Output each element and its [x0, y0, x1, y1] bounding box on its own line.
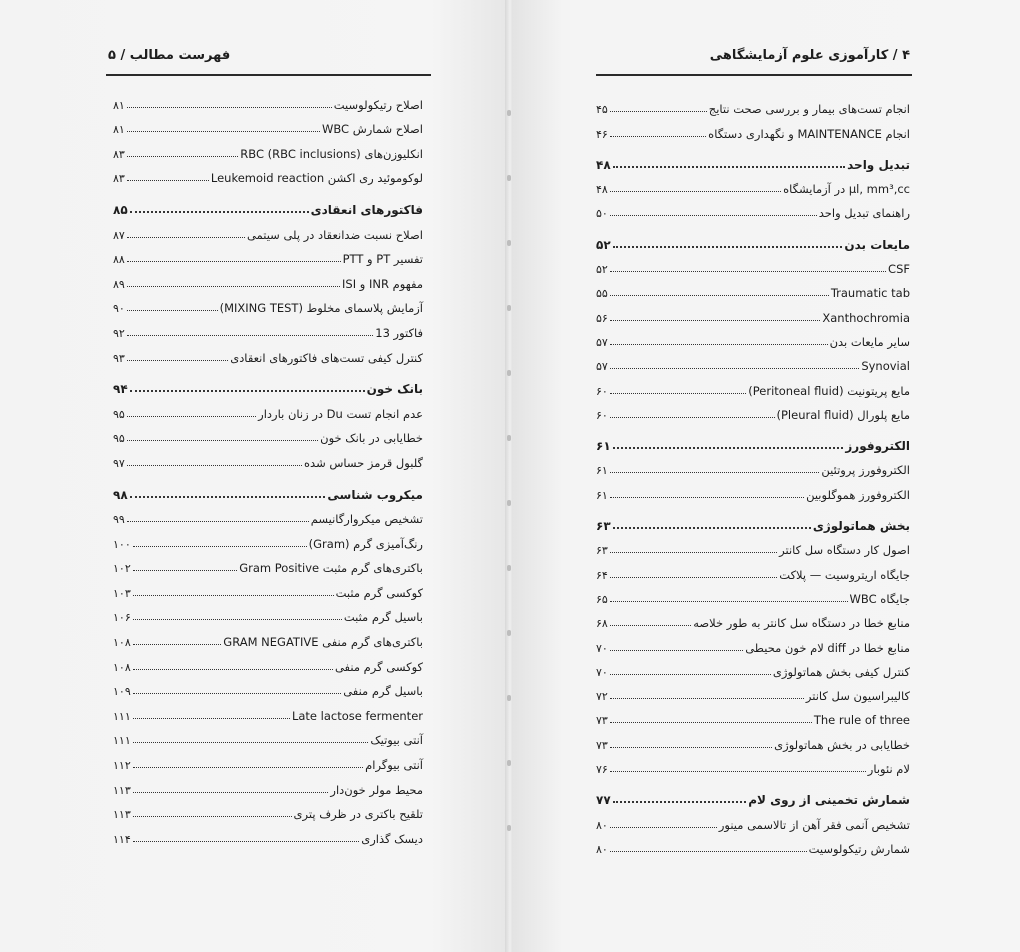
toc-entry: ۱۱۴ دیسک گذاری: [113, 831, 423, 846]
toc-entry: ۵۶ Xanthochromia: [596, 310, 910, 325]
binding-hole: [507, 240, 511, 246]
binding-hole: [507, 565, 511, 571]
right-page-header: ۴ / کارآموزی علوم آزمایشگاهی: [709, 48, 910, 63]
toc-entry: ۱۰۰ رنگ‌آمیزی گرم (Gram): [113, 536, 423, 551]
binding-hole: [507, 695, 511, 701]
toc-entry: ۱۰۹ باسیل گرم منفی: [113, 684, 423, 699]
toc-entry: ۶۸ منابع خطا در دستگاه سل کانتر به طور خلاصه: [596, 616, 910, 631]
toc-entry: ۱۰۸ کوکسی گرم منفی: [113, 659, 423, 674]
toc-entry: ۱۰۳ کوکسی گرم مثبت: [113, 585, 423, 600]
toc-entry: ۸۱ اصلاح رتیکولوسیت: [113, 97, 423, 112]
toc-entry: ۶۰ مایع پریتونیت (Peritoneal fluid): [596, 383, 910, 398]
binding-hole: [507, 630, 511, 636]
binding-hole: [507, 110, 511, 116]
toc-entry: ۱۱۳ محیط مولر خون‌دار: [113, 782, 423, 797]
toc-entry: ۶۰ مایع پلورال (Pleural fluid): [596, 407, 910, 422]
toc-entry: ۴۶ انجام MAINTENANCE و نگهداری دستگاه: [596, 126, 910, 141]
toc-entry: ۶۱ الکتروفورز پروتئین: [596, 463, 910, 478]
toc-entry: ۷۶ لام نئوبار: [596, 762, 910, 777]
binding-hole: [507, 500, 511, 506]
toc-entry: ۹۵ عدم انجام تست Du در زنان باردار: [113, 406, 423, 421]
left-page-header: فهرست مطالب / ۵: [108, 48, 231, 63]
toc-entry: ۸۸ تفسیر PT و PTT: [113, 252, 423, 267]
binding-hole: [507, 760, 511, 766]
toc-entry: ۵۷ Synovial: [596, 359, 910, 374]
toc-entry: ۸۷ اصلاح نسبت ضدانعقاد در پلی سیتمی: [113, 227, 423, 242]
toc-entry: ۸۳ انکلیوزن‌های RBC (RBC inclusions): [113, 146, 423, 161]
toc-section-heading: ۶۱ الکتروفورز: [596, 439, 910, 454]
binding-hole: [507, 305, 511, 311]
toc-entry: ۱۰۶ باسیل گرم مثبت: [113, 610, 423, 625]
toc-entry: ۵۷ سایر مایعات بدن: [596, 334, 910, 349]
toc-section-heading: ۹۸ میکروب شناسی: [113, 487, 423, 502]
toc-entry: ۷۳ The rule of three: [596, 713, 910, 728]
toc-entry: ۶۳ اصول کار دستگاه سل کانتر: [596, 543, 910, 558]
toc-entry: ۴۵ انجام تست‌های بیمار و بررسی صحت نتایج: [596, 102, 910, 117]
toc-entry: ۵۵ Traumatic tab: [596, 286, 910, 301]
toc-entry: ۸۰ تشخیص آنمی فقر آهن از تالاسمی مینور: [596, 817, 910, 832]
toc-entry: ۱۱۱ آنتی بیوتیک: [113, 733, 423, 748]
toc-entry: ۹۰ آزمایش پلاسمای مخلوط (MIXING TEST): [113, 301, 423, 316]
toc-section-heading: ۵۲ مایعات بدن: [596, 237, 910, 252]
toc-entry: ۵۲ CSF: [596, 262, 910, 277]
toc-entry: ۹۹ تشخیص میکروارگانیسم: [113, 512, 423, 527]
toc-entry: ۸۱ اصلاح شمارش WBC: [113, 122, 423, 137]
toc-entry: ۱۱۲ آنتی بیوگرام: [113, 758, 423, 773]
binding-hole: [507, 175, 511, 181]
toc-entry: ۱۰۸ باکتری‌های گرم منفی GRAM NEGATIVE: [113, 635, 423, 650]
right-page: [512, 0, 1020, 952]
toc-entry: ۷۲ کالیبراسیون سل کانتر: [596, 689, 910, 704]
toc-entry: ۵۰ راهنمای تبدیل واحد: [596, 206, 910, 221]
binding-hole: [507, 435, 511, 441]
right-header-rule: [596, 74, 912, 76]
toc-entry: ۸۹ مفهوم INR و ISI: [113, 276, 423, 291]
toc-entry: ۶۵ جایگاه WBC: [596, 591, 910, 606]
binding-hole: [507, 825, 511, 831]
toc-entry: ۹۲ فاکتور 13: [113, 325, 423, 340]
toc-entry: ۸۰ شمارش رتیکولوسیت: [596, 841, 910, 856]
toc-entry: ۶۱ الکتروفورز هموگلوبین: [596, 487, 910, 502]
toc-entry: ۱۱۱ Late lactose fermenter: [113, 708, 423, 723]
binding-hole: [507, 370, 511, 376]
toc-entry: ۱۰۲ باکتری‌های گرم مثبت Gram Positive: [113, 561, 423, 576]
toc-section-heading: ۴۸ تبدیل واحد: [596, 157, 910, 172]
toc-entry: ۸۳ لوکوموئید ری اکشن Leukemoid reaction: [113, 171, 423, 186]
toc-entry: ۷۳ خطایابی در بخش هماتولوژی: [596, 737, 910, 752]
right-toc-list: [596, 92, 910, 856]
left-header-rule: [106, 74, 431, 76]
toc-section-heading: ۷۷ شمارش تخمینی از روی لام: [596, 793, 910, 808]
toc-section-heading: ۸۵ فاکتورهای انعقادی: [113, 202, 423, 217]
toc-entry: ۷۰ کنترل کیفی بخش هماتولوژی: [596, 664, 910, 679]
toc-entry: ۹۷ گلبول قرمز حساس شده: [113, 455, 423, 470]
toc-section-heading: ۹۴ بانک خون: [113, 382, 423, 397]
toc-entry: ۱۱۳ تلقیح باکتری در ظرف پتری: [113, 807, 423, 822]
toc-entry: ۴۸ μl, mm³,cc در آزمایشگاه: [596, 182, 910, 197]
left-page: [0, 0, 508, 952]
toc-entry: ۹۳ کنترل کیفی تست‌های فاکتورهای انعقادی: [113, 350, 423, 365]
toc-entry: ۷۰ منابع خطا در diff لام خون محیطی: [596, 640, 910, 655]
left-toc-list: [113, 87, 423, 846]
toc-entry: ۹۵ خطایابی در بانک خون: [113, 431, 423, 446]
toc-section-heading: ۶۳ بخش هماتولوژی: [596, 519, 910, 534]
toc-entry: ۶۴ جایگاه اریتروسیت — پلاکت: [596, 567, 910, 582]
